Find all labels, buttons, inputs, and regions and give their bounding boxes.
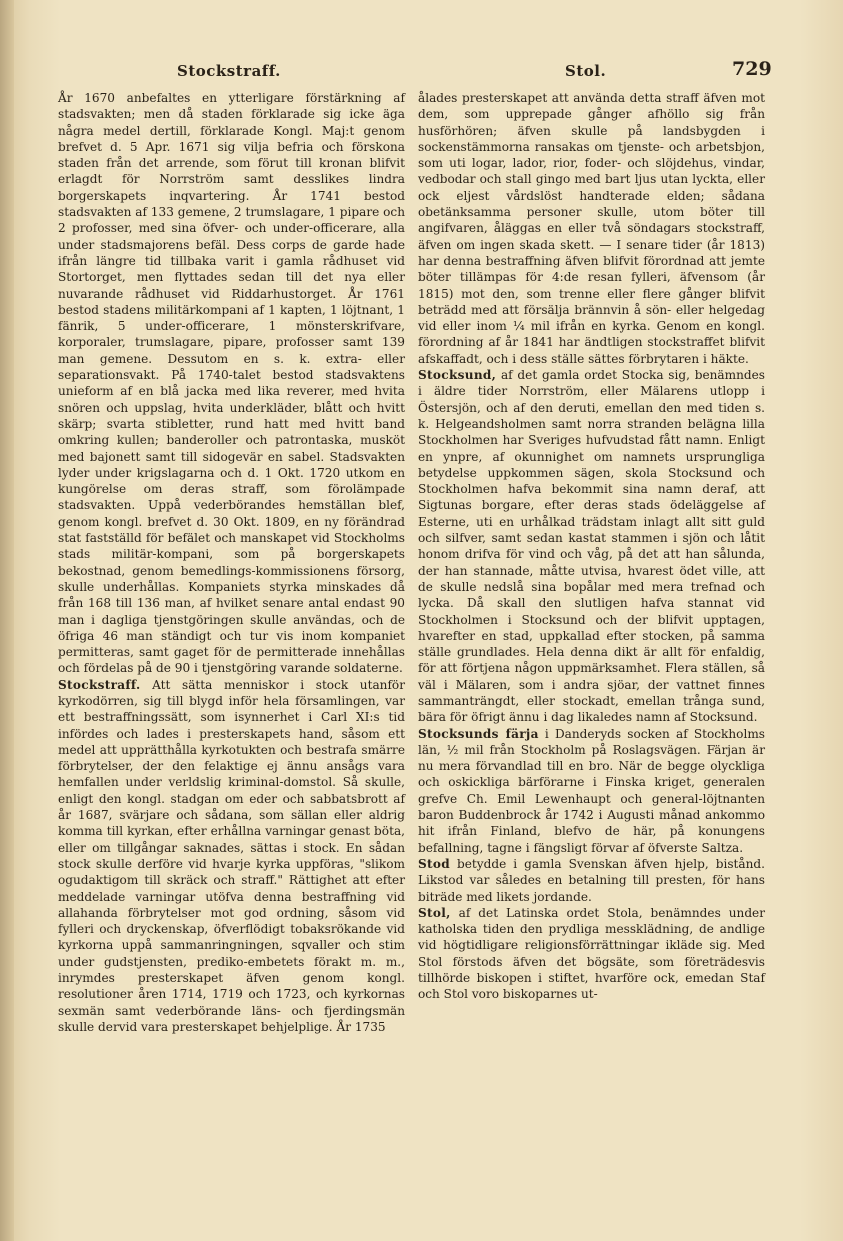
entry-text: i Danderyds socken af Stockholms län, ½ mil från Stockholm på Roslagsvägen. Färjan är nu mera förvandlad till en bro. När de begge olyckliga och oskickliga bärförarne i Finska kriget, generalen grefve Ch. Emil Lewenhaupt och general-löjtnanten baron Buddenbrock år 1742 i Augusti månad ankommo hit ifrån Finland, blefvo de här, på konungens befallning, tagne i fängsligt förvar af öfverste Saltza.: [418, 726, 765, 855]
paragraph: [58, 90, 405, 677]
entry-stockstraff: [58, 677, 405, 1036]
entry-stol: [418, 905, 765, 1003]
entry-stocksunds-farja: [418, 726, 765, 856]
entry-headword: Stocksund,: [418, 368, 497, 383]
header-right-title: Stol.: [565, 62, 607, 80]
page-number: 729: [732, 58, 772, 80]
entry-text: af det Latinska ordet Stola, benämndes under katholska tiden den prydliga messklädning, de andlige vid högtidligare religionsförrättningar ikläde sig. Med Stol förstods äfven det bögsäte, som företrädesvis tillhörde biskopen i stiftet, hvarföre ock, emedan Staf och Stol voro biskoparnes ut-: [418, 905, 765, 1002]
paragraph: [418, 90, 765, 367]
entry-headword: Stod: [418, 856, 451, 871]
right-column: [418, 90, 765, 1003]
left-column: [58, 90, 405, 1035]
entry-text: Att sätta menniskor i stock utanför kyrkodörren, sig till blygd inför hela församlingen, var ett bestraffningssätt, som isynnerhet i Carl XI:s tid infördes och lades i presterskapets hand, såsom ett medel att upprätthålla kyrkotukten och bestrafa smärre förbrytelser, der den felaktige ej ännu ansågs vara hemfallen under verldslig kriminal-domstol. Så skulle, enligt den kongl. stadgan om eder och sabbatsbrott af år 1687, svärjare och sådana, som sällan eller aldrig komma till kyrkan, efter erhållna varningar genast böta, eller om tillgångar saknades, sättas i stock. En sådan stock skulle derföre vid hvarje kyrka uppföras, "slikom ogudaktigom till skräck och straff." Rättighet att efter meddelade varningar utöfva denna bestraffning vid allahanda förbrytelser mot god ordning, såsom vid fylleri och dryckenskap, öfverflödigt tobaksrökande vid kyrkorna uppå sammanringningen, sqvaller och stim under gudstjensten, prediko-embetets förakt m. m., inrymdes presterskapet äfven genom kongl. resolutioner åren 1714, 1719 och 1723, och kyrkornas sexmän samt vederbörande läns- och fjerdingsmän skulle dervid vara presterskapet behjelplige. År 1735: [58, 677, 405, 1034]
page-gutter: [0, 0, 14, 1241]
entry-text: betydde i gamla Svenskan äfven hjelp, bistånd. Likstod var således en betalning till presten, för hans biträde med likets jordande.: [418, 856, 765, 904]
header-left-title: Stockstraff.: [177, 62, 281, 80]
running-header: [0, 58, 843, 84]
entry-headword: Stocksunds färja: [418, 726, 539, 741]
paragraph-text: År 1670 anbefaltes en ytterligare förstärkning af stadsvakten; men då staden förklarade sig icke äga några medel dertill, förklarade Kongl. Maj:t genom brefvet d. 5 Apr. 1671 sig vilja befria och förskona staden från det arrende, som förut till kronan blifvit erlagdt för Norrström samt desslikes lindra borgerskapets inqvartering. År 1741 bestod stadsvakten af 133 gemene, 2 trumslagare, 1 pipare och 2 profosser, med sina öfver- och under-officerare, alla under stadsmajorens befäl. Dess corps de garde hade ifrån längre tid tillbaka varit i gamla rådhuset vid Stortorget, men flyttades sedan till det nya eller nuvarande rådhuset vid Riddarhustorget. År 1761 bestod stadens militärkompani af 1 kapten, 1 löjtnant, 1 fänrik, 5 under-officerare, 1 mönsterskrifvare, korporaler, trumslagare, pipare, profosser samt 139 man gemene. Dessutom en s. k. extra- eller separationsvakt. På 1740-talet bestod stadsvaktens unieform af en blå jacka med lika reverer, med hvita snören och uppslag, hvita underkläder, blått och hvitt skärp; svarta stibletter, rund hatt med hvitt band omkring kullen; banderoller och patrontaska, musköt med bajonett samt till sidogevär en sabel. Stadsvakten lyder under krigslagarna och d. 1 Okt. 1720 utkom en kungörelse om deras straff, som förolämpade stadsvakten. Uppå vederbörandes hemställan blef, genom kongl. brefvet d. 30 Okt. 1809, en ny förändrad stat fastställd för befälet och manskapet vid Stockholms stads militär-kompani, som på borgerskapets bekostnad, genom bemedlings-kommissionens försorg, skulle underhållas. Kompaniets styrka minskades då från 168 till 136 man, af hvilket senare antal endast 90 man i dagliga tjenstgöringen skulle användas, och de öfriga 46 man ständigt och tur vis inom kompaniet permitteras, samt gaget för de permitterade innehållas och fördelas på de 90 i tjenstgöring varande soldaterne.: [58, 91, 405, 676]
entry-stod: [418, 856, 765, 905]
paragraph-text: ålades presterskapet att använda detta straff äfven mot dem, som upprepade gånger afhöllo sig från husförhören; äfven skulle på landsbygden i sockenstämmorna ransakas om tjenste- och arbetsbjon, som uti logar, lador, rior, foder- och slöjdehus, vindar, vedbodar och stall gingo med bart ljus utan lyckta, eller ock eljest vårdslöst handterade elden; sådana obetänksamma personer skulle, utom böter till angifvaren, åläggas en eller två söndagars stockstraff, äfven om ingen skada skett. — I senare tider (år 1813) har denna bestraffning äfven blifvit förordnad att jemte böter tillämpas för 4:de resan fylleri, äfvensom (år 1815) mot den, som trenne eller flere gånger blifvit beträdd med att försälja brännvin å sön- eller helgedag vid eller inom ¼ mil ifrån en kyrka. Genom en kongl. förordning af år 1841 har ändtligen stockstraffet blifvit afskaffadt, och i dess ställe sättes förbrytaren i häkte.: [418, 91, 765, 366]
entry-stocksund: [418, 367, 765, 726]
entry-text: af det gamla ordet Stocka sig, benämndes i äldre tider Norrström, eller Mälarens utlopp i Östersjön, och af den deruti, emellan den med tiden s. k. Helgeandsholmen samt norra stranden belägna lilla Stockholmen har Sveriges hufvudstad fått namn. Enligt en ynpre, af okunnighet om namnets ursprungliga betydelse uppkommen sägen, skola Stocksund och Stockholmen hafva bekommit sina namn deraf, att Sigtunas borgare, efter deras stads ödeläggelse af Esterne, uti en urhålkad trädstam inlagt allt sitt guld och silfver, samt sedan kastat stammen i sjön och låtit honom drifva för vind och våg, på det att han sålunda, der han stannade, måtte utvisa, hvarest ödet ville, att de skulle nedslå sina bopålar med mera trefnad och lycka. Då skall den slutligen hafva stannat vid Stockholmen i Stocksund och der blifvit upptagen, hvarefter en stad, uppkallad efter stocken, på samma ställe grundlades. Hela denna dikt är allt för enfaldig, för att förtjena någon uppmärksamhet. Flera ställen, så väl i Mälaren, som i andra sjöar, der vattnet finnes sammanträngdt, eller stockadt, emellan trånga sund, bära för öfrigt ännu i dag likaledes namn af Stocksund.: [418, 368, 765, 725]
entry-headword: Stol,: [418, 905, 451, 920]
entry-headword: Stockstraff.: [58, 677, 141, 692]
